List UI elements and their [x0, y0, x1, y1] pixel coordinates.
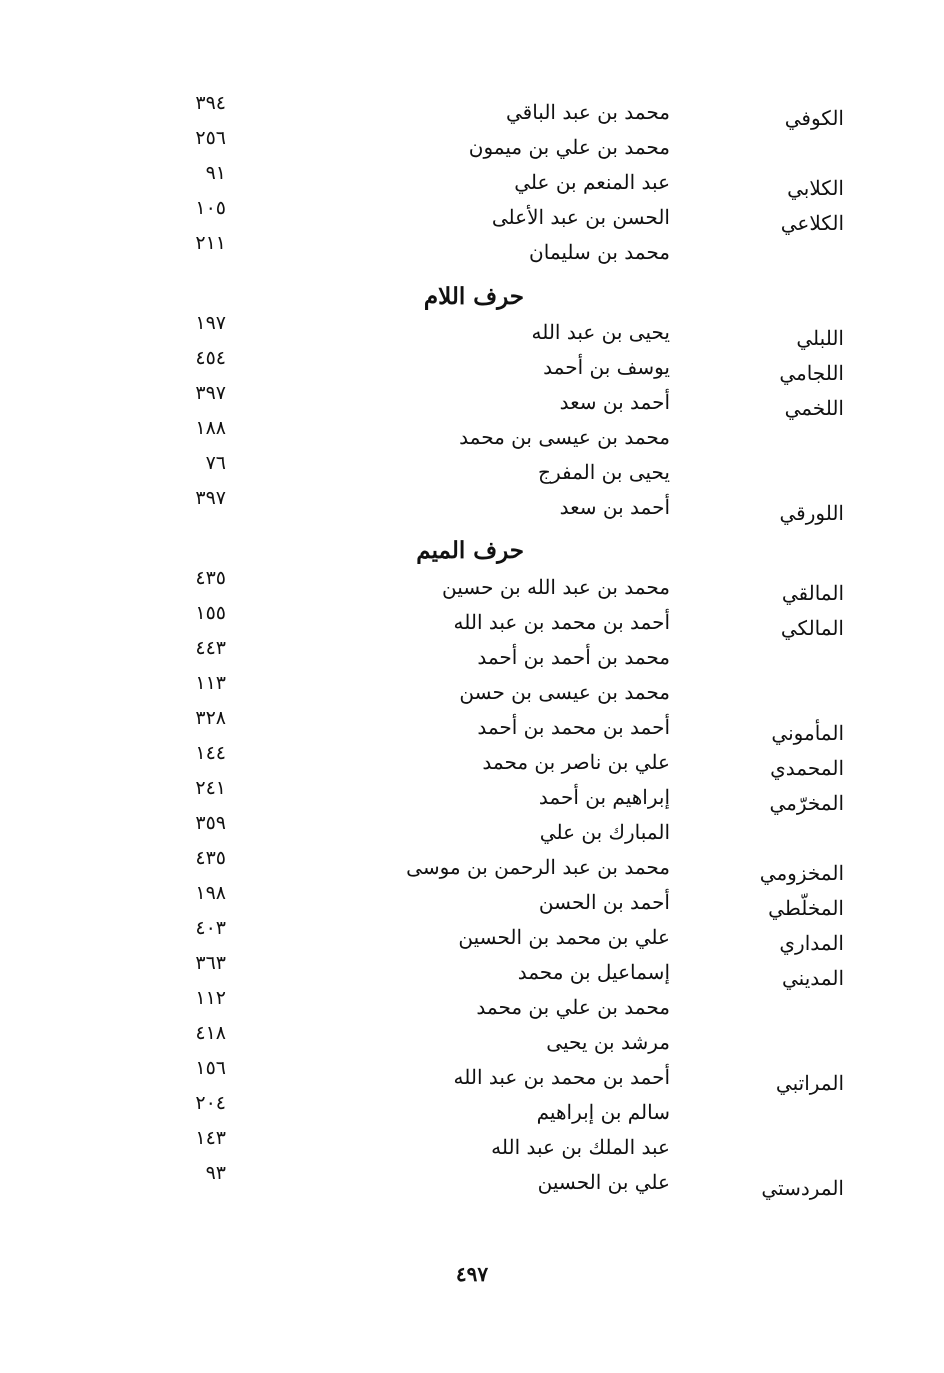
index-entry	[0, 197, 944, 239]
page-ref: ٤٣٥	[195, 847, 226, 869]
person-name: محمد بن عبد الله بن حسين	[442, 575, 670, 599]
page-ref: ١٩٧	[195, 312, 226, 334]
page-number: ٤٩٧	[455, 1262, 489, 1286]
index-entry	[0, 417, 944, 459]
nisba-label: المخزومي	[759, 861, 844, 885]
index-entry	[0, 987, 944, 1029]
index-entry	[0, 1092, 944, 1134]
person-name: محمد بن عيسى بن حسن	[459, 680, 670, 704]
nisba-label: اللجامي	[779, 361, 844, 385]
page-ref: ٢٥٦	[195, 127, 226, 149]
person-name: أحمد بن الحسن	[538, 890, 670, 914]
index-entry	[0, 672, 944, 714]
page-ref: ٧٦	[205, 452, 226, 474]
index-entry	[0, 232, 944, 274]
index-entry	[0, 777, 944, 819]
index-entry	[0, 847, 944, 889]
page-ref: ٢٠٤	[195, 1092, 226, 1114]
index-entry	[0, 347, 944, 389]
index-entry	[0, 812, 944, 854]
person-name: محمد بن عيسى بن محمد	[459, 425, 670, 449]
index-entry	[0, 567, 944, 609]
page-ref: ٤٣٥	[195, 567, 226, 589]
person-name: يحيى بن عبد الله	[531, 320, 670, 344]
page-ref: ٩١	[205, 162, 226, 184]
person-name: إبراهيم بن أحمد	[538, 785, 670, 809]
nisba-label: اللخمي	[784, 396, 844, 420]
person-name: محمد بن علي بن ميمون	[468, 135, 670, 159]
page-ref: ١٩٨	[195, 882, 226, 904]
person-name: عبد المنعم بن علي	[514, 170, 670, 194]
nisba-label: المأموني	[771, 721, 844, 745]
nisba-label: المديني	[782, 966, 844, 990]
index-entry	[0, 1162, 944, 1204]
person-name: محمد بن سليمان	[529, 240, 670, 264]
page-ref: ٣٦٣	[195, 952, 226, 974]
person-name: علي بن ناصر بن محمد	[482, 750, 670, 774]
person-name: أحمد بن محمد بن عبد الله	[453, 1065, 670, 1089]
page-ref: ٣٥٩	[195, 812, 226, 834]
nisba-label: اللبلي	[796, 326, 844, 350]
page-ref: ٢٤١	[195, 777, 226, 799]
person-name: محمد بن عبد الباقي	[505, 100, 670, 124]
person-name: يوسف بن أحمد	[543, 355, 670, 379]
person-name: عبد الملك بن عبد الله	[491, 1135, 670, 1159]
index-entry	[0, 452, 944, 494]
page-ref: ٢١١	[195, 232, 226, 254]
page-ref: ١٥٦	[195, 1057, 226, 1079]
page-ref: ٣٩٧	[195, 382, 226, 404]
person-name: محمد بن عبد الرحمن بن موسى	[406, 855, 670, 879]
index-entry	[0, 127, 944, 169]
index-entry	[0, 312, 944, 354]
person-name: أحمد بن سعد	[559, 390, 670, 414]
page-ref: ١٤٤	[195, 742, 226, 764]
nisba-label: المخرّمي	[769, 791, 844, 815]
page-ref: ١٠٥	[195, 197, 226, 219]
nisba-label: المراتبي	[775, 1071, 844, 1095]
page-ref: ٣٩٧	[195, 487, 226, 509]
nisba-label: المالقي	[781, 581, 844, 605]
index-entry	[0, 952, 944, 994]
index-entry	[0, 92, 944, 134]
nisba-label: المردستي	[761, 1176, 844, 1200]
index-entry	[0, 602, 944, 644]
nisba-label: الكلابي	[787, 176, 844, 200]
page-ref: ١٨٨	[195, 417, 226, 439]
nisba-label: الكلاعي	[780, 211, 844, 235]
person-name: سالم بن إبراهيم	[536, 1100, 670, 1124]
person-name: أحمد بن سعد	[559, 495, 670, 519]
page-ref: ٣٩٤	[195, 92, 226, 114]
nisba-label: اللورقي	[779, 501, 844, 525]
person-name: أحمد بن محمد بن أحمد	[477, 715, 670, 739]
person-name: مرشد بن يحيى	[546, 1030, 670, 1054]
nisba-label: الكوفي	[784, 106, 844, 130]
index-entry	[0, 487, 944, 529]
person-name: الحسن بن عبد الأعلى	[491, 205, 670, 229]
index-entry	[0, 1022, 944, 1064]
nisba-label: المحمدي	[770, 756, 844, 780]
index-entry	[0, 162, 944, 204]
nisba-label: المالكي	[780, 616, 844, 640]
page-ref: ٩٣	[205, 1162, 226, 1184]
page-ref: ١٥٥	[195, 602, 226, 624]
index-entry	[0, 917, 944, 959]
person-name: علي بن الحسين	[537, 1170, 670, 1194]
page-ref: ١٤٣	[195, 1127, 226, 1149]
person-name: المبارك بن علي	[539, 820, 670, 844]
page-ref: ٤٤٣	[195, 637, 226, 659]
section-heading: حرف الميم	[416, 537, 524, 564]
person-name: علي بن محمد بن الحسين	[458, 925, 670, 949]
page-ref: ٤١٨	[195, 1022, 226, 1044]
page-ref: ١١٢	[195, 987, 226, 1009]
index-entry	[0, 382, 944, 424]
page-ref: ١١٣	[195, 672, 226, 694]
section-heading: حرف اللام	[423, 283, 524, 310]
index-entry	[0, 882, 944, 924]
index-entry	[0, 1057, 944, 1099]
page-ref: ٤٠٣	[195, 917, 226, 939]
person-name: يحيى بن المفرج	[538, 460, 670, 484]
nisba-label: المخلّطي	[768, 896, 844, 920]
index-entry	[0, 742, 944, 784]
person-name: محمد بن علي بن محمد	[476, 995, 670, 1019]
index-entry	[0, 707, 944, 749]
index-entry	[0, 637, 944, 679]
nisba-label: المداري	[779, 931, 844, 955]
index-entry	[0, 1127, 944, 1169]
page-ref: ٤٥٤	[195, 347, 226, 369]
page-ref: ٣٢٨	[195, 707, 226, 729]
person-name: إسماعيل بن محمد	[517, 960, 670, 984]
person-name: محمد بن أحمد بن أحمد	[477, 645, 670, 669]
person-name: أحمد بن محمد بن عبد الله	[453, 610, 670, 634]
